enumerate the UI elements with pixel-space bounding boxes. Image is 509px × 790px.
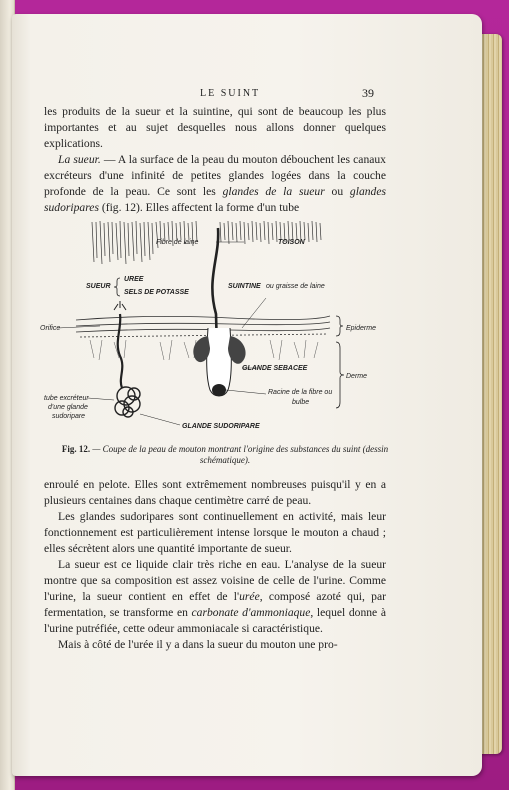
running-head: LE SUINT (200, 88, 261, 99)
derme-brace (336, 342, 344, 408)
sueur-brace (114, 278, 120, 296)
label-orifice: Orifice (40, 325, 61, 332)
label-glande-sudoripare: GLANDE SUDORIPARE (182, 423, 260, 430)
label-sels: SELS DE POTASSE (124, 289, 189, 296)
composition-text-c: , lequel donne à l'urine putréfiée, cette odeur ammoniacale si caractéristique. (44, 606, 386, 635)
sueur-heading: La sueur. (58, 153, 101, 166)
epiderme-brace (336, 316, 343, 336)
paragraph-intro: les produits de la sueur et la suintine, qui sont de beaucoup les plus importantes et au sujet desquelles nous allons donner quelques explications. (44, 105, 386, 150)
composition-text-a: La sueur est ce liquide clair très riche en eau. L'analyse de la sueur montre que sa composition est assez voisine de celle de l'urine. Comme l'urine, la sueur contient en effet de l' (44, 558, 386, 603)
label-tube-2: d'une glande (48, 404, 88, 411)
label-tube-1: tube excréteur (44, 395, 89, 402)
label-tube-3: sudoripare (52, 413, 86, 420)
label-fibre: Fibre de laine (156, 239, 199, 246)
composition-text-b: , composé azoté qui, par fermentation, se transforme en (44, 590, 386, 619)
label-glande-sebacee: GLANDE SEBACEE (242, 365, 308, 372)
caption-text: — Coupe de la peau de mouton montrant l'origine des substances du suint (dessin schématique). (90, 444, 389, 465)
sueur-text-a: — A la surface de la peau du mouton débouchent les canaux excréteurs d'une infinité de petites glandes logées dans la couche profonde de la peau. Ce sont les (44, 153, 386, 198)
label-toison: TOISON (278, 239, 305, 246)
skin-layers (76, 316, 330, 337)
term-carbonate: carbonate d'ammoniaque (191, 606, 311, 619)
skin-section-figure (30, 218, 376, 436)
sueur-text-b: ou (324, 185, 350, 198)
sueur-text-c: (fig. 12). Elles affectent la forme d'un tube (98, 201, 300, 214)
paragraph-composition (44, 557, 386, 637)
sweat-drops (114, 301, 126, 310)
skin-diagram (30, 218, 376, 436)
figure-caption (60, 444, 390, 466)
label-uree: UREE (124, 276, 144, 283)
paragraph-activite: Les glandes sudoripares sont continuellement en activité, mais leur fonctionnement est particulièrement intense lorsque le mouton a chaud ; elles sécrètent alors une quantité importante de sueur. (44, 510, 386, 555)
page-number: 39 (362, 86, 374, 100)
sweat-duct (118, 314, 123, 388)
top-text (44, 104, 386, 216)
term-glandes-sueur: glandes de la sueur (222, 185, 325, 198)
label-graisse: ou graisse de laine (266, 283, 325, 290)
label-racine-1: Racine de la fibre ou (268, 389, 333, 396)
term-uree: urée (239, 590, 260, 603)
paragraph-pelote: enroulé en pelote. Elles sont extrêmement nombreuses puisqu'il y en a plusieurs centaines dans chaque centimètre carré de peau. (44, 478, 386, 507)
paragraph-sueur (44, 152, 386, 216)
label-derme: Derme (346, 373, 368, 380)
caption-title: Fig. 12. (61, 444, 91, 454)
sweat-gland-coil (115, 387, 140, 417)
label-racine-2: bulbe (292, 399, 310, 406)
label-suintine: SUINTINE (228, 283, 261, 290)
leader-lines (58, 242, 266, 425)
bottom-text (44, 477, 386, 653)
hair-bulb (212, 384, 226, 396)
paragraph-last: Mais à côté de l'urée il y a dans la sueur du mouton une pro- (58, 638, 338, 651)
label-epiderme: Epiderme (346, 325, 376, 332)
label-sueur: SUEUR (86, 283, 111, 290)
term-glandes-sudoripares: glandes sudoripares (44, 185, 386, 214)
